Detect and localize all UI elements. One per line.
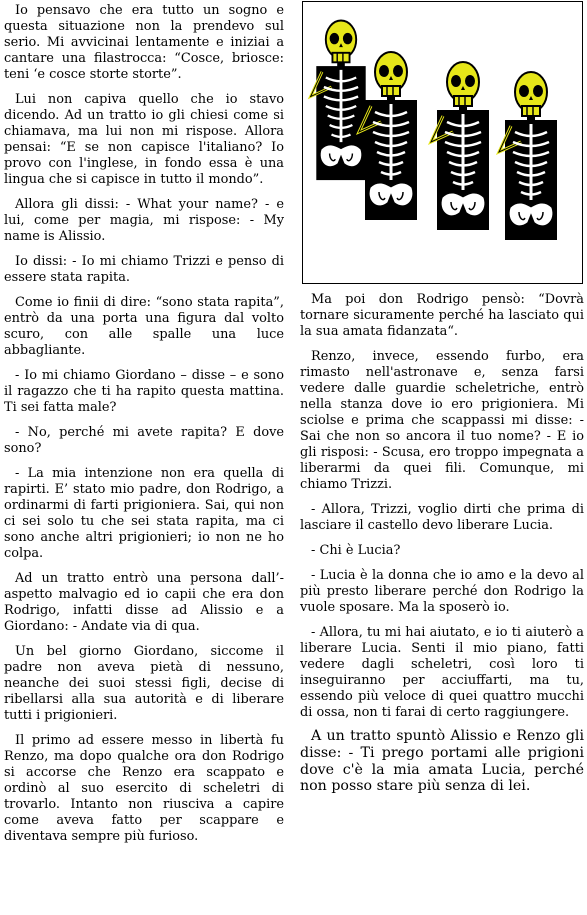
four-skeletons-icon — [303, 2, 582, 283]
left-text-column — [4, 0, 284, 845]
skeletons-illustration — [302, 1, 583, 284]
paragraph: Come io finii di dire: “sono stata rapita”, entrò da una porta una figura dal volto scuro, con alle spalle una luce abbagliante. — [4, 295, 284, 358]
paragraph: Allora gli dissi: - What your name? - e lui, come per magia, mi rispose: - My name is Alissio. — [4, 197, 284, 244]
paragraph: - Lucia è la donna che io amo e la devo al più presto liberare perché don Rodrigo la vuole sposare. Ma la sposerò io. — [300, 568, 584, 615]
paragraph: - Allora, tu mi hai aiutato, e io ti aiuterò a liberare Lucia. Senti il mio piano, fatti vedere dagli scheletri, così loro ti inseguiranno per acciuffarti, ma tu, essendo più veloce di quei quattro mucchi di ossa, non ti farai di certo raggiungere. — [300, 625, 584, 720]
paragraph: - Allora, Trizzi, voglio dirti che prima di lasciare il castello devo liberare Lucia. — [300, 502, 584, 533]
paragraph: Io dissi: - Io mi chiamo Trizzi e penso di essere stata rapita. — [4, 254, 284, 285]
paragraph: - No, perché mi avete rapita? E dove sono? — [4, 425, 284, 456]
paragraph: Un bel giorno Giordano, siccome il padre non aveva pietà di nessuno, neanche dei suoi stessi figli, decise di ribellarsi alla sua autorità e di liberare tutti i prigionieri. — [4, 644, 284, 723]
paragraph: Io pensavo che era tutto un sogno e questa situazione non la prendevo sul serio. Mi avvicinai lentamente e iniziai a cantare una filastrocca: “Cosce, briosce: teni ‘e cosce storte storte”. — [4, 3, 284, 82]
right-text-column — [300, 292, 584, 795]
paragraph: Il primo ad essere messo in libertà fu Renzo, ma dopo qualche ora don Rodrigo si accorse che Renzo era scappato e ordinò al suo esercito di scheletri di trovarlo. Intanto non riusciva a capire come aveva fatto per scappare e diventava sempre più furioso. — [4, 733, 284, 844]
paragraph: Ma poi don Rodrigo pensò: “Dovrà tornare sicuramente perché ha lasciato qui la sua amata fidanzata“. — [300, 292, 584, 339]
paragraph: Lui non capiva quello che io stavo dicendo. Ad un tratto io gli chiesi come si chiamava, ma lui non mi rispose. Allora pensai: “E se non capisce l'italiano? Io provo con l'inglese, in fondo essa è una lingua che si capisce in tutto il mondo”. — [4, 92, 284, 187]
paragraph: - Chi è Lucia? — [311, 543, 401, 558]
paragraph: Renzo, invece, essendo furbo, era rimasto nell'astronave e, senza farsi vedere dalle guardie scheletriche, entrò nella stanza dove io ero prigioniera. Mi sciolse e prima che scappassi mi disse: - Sai che non so ancora il tuo nome? - E io gli risposi: - Scusa, ero troppo impegnata a liberarmi da quei fili. Comunque, mi chiamo Trizzi. — [300, 349, 584, 492]
paragraph: - La mia intenzione non era quella di rapirti. E’ stato mio padre, don Rodrigo, a ordinarmi di farti prigioniera. Sai, qui non ci sei solo tu che sei stata rapita, ma ci sono anche altri prigionieri; io non ne ho colpa. — [4, 466, 284, 561]
paragraph: A un tratto spuntò Alissio e Renzo gli disse: - Ti prego portami alle prigioni dove c'è la mia amata Lucia, perché non posso stare più senza di lei. — [300, 728, 584, 795]
paragraph: - Io mi chiamo Giordano – disse – e sono il ragazzo che ti ha rapito questa mattina. Ti sei fatta male? — [4, 368, 284, 415]
paragraph: Ad un tratto entrò una persona dall’-aspetto malvagio ed io capii che era don Rodrigo, infatti disse ad Alissio e a Giordano: - Andate via di qua. — [4, 571, 284, 634]
